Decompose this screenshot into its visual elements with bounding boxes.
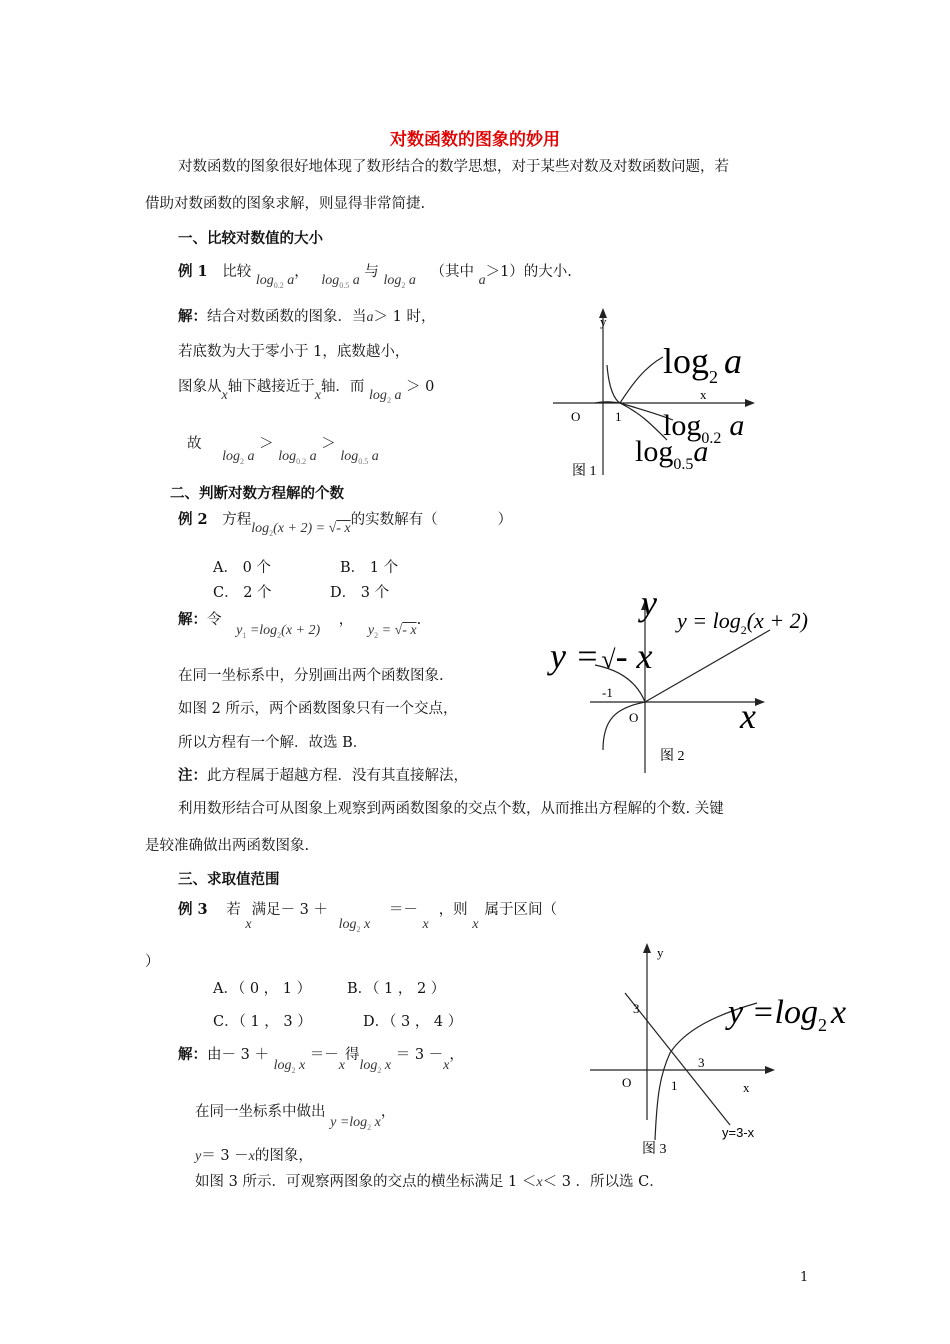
fig2-caption: 图 2 <box>660 749 685 764</box>
fig1-label-log2: $\log_2 a$ <box>663 341 743 387</box>
fig3-caption: 图 3 <box>642 1142 667 1157</box>
fig2-origin: O <box>629 710 639 725</box>
solution-2-line-1: 解：令 $y_1 =\log_2(x + 2)$ ， $y_2$ = √- x. <box>178 611 422 640</box>
note-line-3: 是较准确做出两函数图象. <box>145 838 310 854</box>
math-log05a: $\log_{0.5} a$ <box>321 273 360 290</box>
example-1: 例 1 比较 $\log_{0.2} a$， $\log_{0.5} a$ 与 $\log_2 a$ （其中 a＞1）的大小. <box>178 263 572 290</box>
fig3-curve-label: $y =\log_2$ x <box>728 994 847 1035</box>
fig1-label-log05: $\log_{0.5}a$ <box>635 435 709 473</box>
figure-1 <box>545 305 765 485</box>
fig1-one: 1 <box>615 409 622 424</box>
example-1-text: 比较 <box>222 264 252 280</box>
solution-2-line-4: 所以方程有一个解．故选 B． <box>178 735 368 751</box>
figure-2 <box>545 583 808 775</box>
solution-3-line-2: 在同一坐标系中做出 $y =\log_2$ x， <box>195 1104 396 1132</box>
example-3: 例 3 若 x满足－ $3 + \log_2 x =- x$，则 x属于区间（ <box>178 901 558 934</box>
fig3-origin: O <box>622 1075 632 1090</box>
fig3-three-x: 3 <box>698 1055 705 1070</box>
fig2-y-label: y <box>641 583 657 623</box>
solution-3-line-4: 如图 3 所示．可观察两图象的交点的横坐标满足 1 ＜x＜ 3 ．所以选 C． <box>195 1174 664 1190</box>
fig3-x-label: x <box>743 1080 750 1095</box>
figure-3 <box>585 935 847 1160</box>
example-2: 例 2 方程$\log_2(x + 2)$ = √- x的实数解有（ ） <box>178 511 513 538</box>
option-2d: D． 3 个 <box>330 585 390 601</box>
fig3-line-label: y=3-x <box>722 1125 755 1140</box>
example-2-equation: $\log_2(x + 2)$ = √- x <box>251 521 351 538</box>
page-number: 1 <box>800 1270 809 1285</box>
solution-2-line-2: 在同一坐标系中，分别画出两个函数图象. <box>178 668 444 684</box>
page-title: 对数函数的图象的妙用 <box>390 130 560 150</box>
math-log02a: $\log_{0.2} a$ <box>255 273 295 290</box>
solution-1-line-1: 解：结合对数函数的图象．当a＞ 1 时， <box>178 308 436 325</box>
math-log2a: $\log_2 a$ <box>383 273 416 290</box>
solution-1-line-4: 故 $\log_2 a > \log_{0.2} a > \log_{0.5} a$ <box>187 436 379 466</box>
fig3-one: 1 <box>671 1078 678 1093</box>
solution-1-line-2: 若底数为大于零小于 1，底数越小， <box>178 344 410 360</box>
option-2a: A． 0 个 <box>213 560 271 576</box>
option-3d: D．（ 3 ， 4 ） <box>363 1014 463 1030</box>
note-line-2: 利用数形结合可从图象上观察到两函数图象的交点个数，从而推出方程解的个数. 关键 <box>178 801 724 817</box>
solution-3-line-3: y＝ 3 －x的图象， <box>195 1148 313 1164</box>
fig1-caption: 图 1 <box>572 464 597 479</box>
fig3-y-label: y <box>657 945 664 960</box>
solution-1-line-3: 图象从x轴下越接近于x轴．而 $\log_2 a > 0$ <box>178 379 435 405</box>
example-3-close: ） <box>145 954 160 970</box>
option-3b: B．（ 1 ， 2 ） <box>347 981 446 997</box>
fig1-x-label: x <box>700 387 707 402</box>
section-1-heading: 一、比较对数值的大小 <box>178 230 323 247</box>
fig1-y-label: y <box>600 314 607 329</box>
intro-line-2: 借助对数函数的图象求解，则显得非常简捷. <box>145 196 426 212</box>
note-line-1: 注：此方程属于超越方程．没有其直接解法， <box>178 767 468 784</box>
option-3a: A．（ 0 ， 1 ） <box>213 981 312 997</box>
math-a: a <box>478 273 486 288</box>
fig2-label-right: $y = \log_2(x + 2)$ <box>677 608 808 637</box>
section-3-heading: 三、求取值范围 <box>178 871 280 888</box>
example-1-label: 例 1 <box>178 263 208 280</box>
intro-line-1: 对数函数的图象很好地体现了数形结合的数学思想，对于某些对数及对数函数问题，若 <box>178 159 729 175</box>
section-2-heading: 二、判断对数方程解的个数 <box>170 485 344 502</box>
fig1-label-log02: $\log_{0.2} a$ <box>663 409 745 447</box>
fig2-x-label: x <box>740 696 756 736</box>
option-2b: B． 1 个 <box>340 560 399 576</box>
solution-2-line-3: 如图 2 所示，两个函数图象只有一个交点， <box>178 701 458 717</box>
fig2-label-left: y =√- x <box>550 636 653 676</box>
fig3-three-y: 3 <box>633 1001 640 1016</box>
fig1-origin: O <box>571 409 581 424</box>
solution-3-line-1: 解：由－ $3 + \log_2 x =-x$得$\log_2 x = 3 -x$， <box>178 1046 464 1075</box>
option-3c: C．（ 1 ， 3 ） <box>213 1014 312 1030</box>
option-2c: C． 2 个 <box>213 585 272 601</box>
fig2-minus-one: -1 <box>602 685 613 700</box>
